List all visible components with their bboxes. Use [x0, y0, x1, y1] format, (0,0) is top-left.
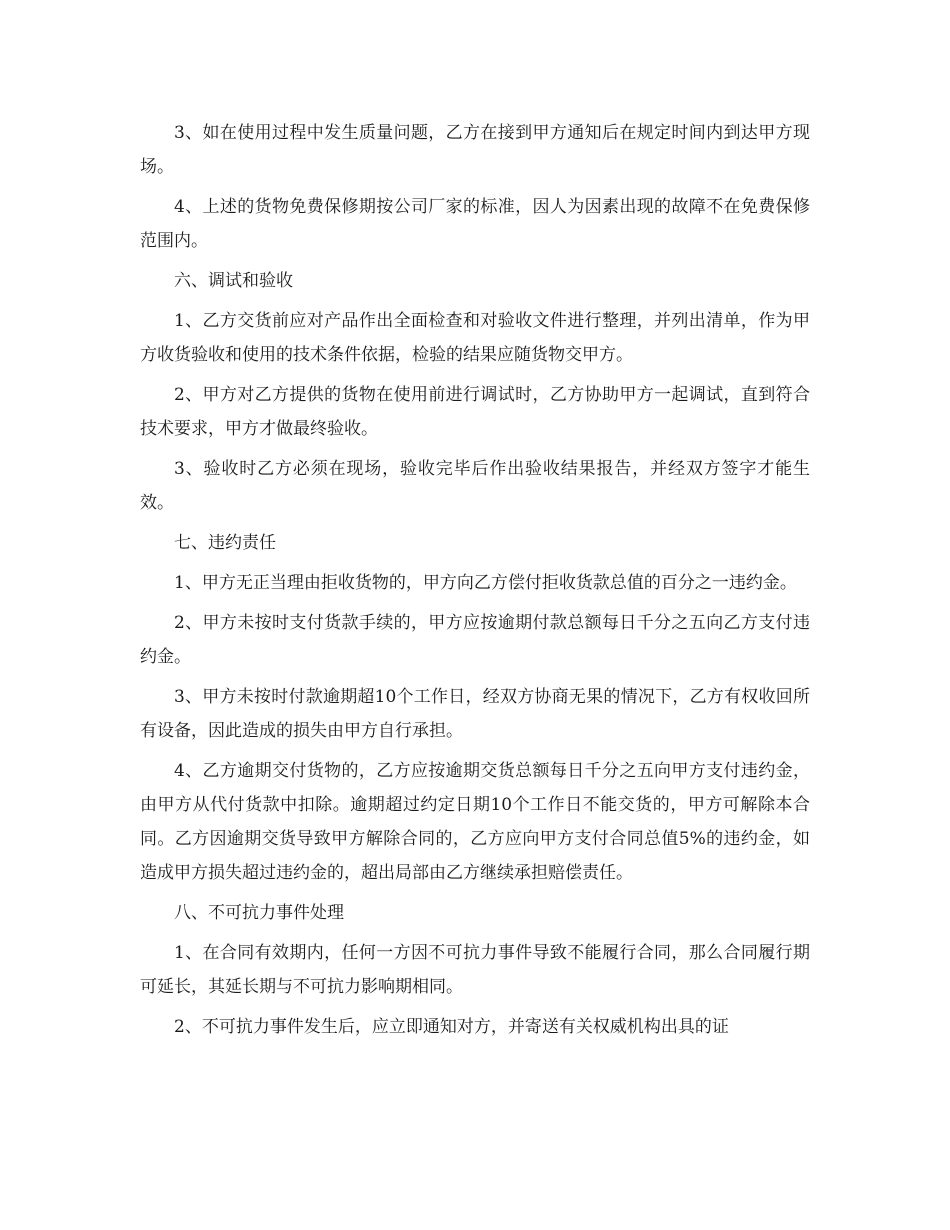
section-heading: 六、调试和验收: [174, 271, 293, 291]
clause-paragraph: 3、甲方未按时付款逾期超10个工作日，经双方协商无果的情况下，乙方有权收回所有设备，因此造成的损失由甲方自行承担。: [140, 687, 810, 741]
clause-paragraph: 2、不可抗力事件发生后，应立即通知对方，并寄送有关权威机构出具的证: [174, 1017, 729, 1037]
clause-paragraph: 4、乙方逾期交付货物的，乙方应按逾期交货总额每日千分之五向甲方支付违约金，由甲方从代付货款中扣除。逾期超过约定日期10个工作日不能交货的，甲方可解除本合同。乙方因逾期交货导致甲方解除合同的，乙方应向甲方支付合同总值5%的违约金，如造成甲方损失超过违约金的，超出局部由乙方继续承担赔偿责任。: [140, 761, 810, 883]
clause-paragraph: 2、甲方对乙方提供的货物在使用前进行调试时，乙方协助甲方一起调试，直到符合技术要求，甲方才做最终验收。: [140, 385, 810, 439]
clause-paragraph: 1、在合同有效期内，任何一方因不可抗力事件导致不能履行合同，那么合同履行期可延长，其延长期与不可抗力影响期相同。: [140, 943, 810, 997]
clause-paragraph: 1、甲方无正当理由拒收货物的，甲方向乙方偿付拒收货款总值的百分之一违约金。: [174, 573, 797, 593]
section-heading: 七、违约责任: [174, 533, 276, 553]
section-heading: 八、不可抗力事件处理: [174, 903, 344, 923]
clause-paragraph: 3、验收时乙方必须在现场，验收完毕后作出验收结果报告，并经双方签字才能生效。: [140, 459, 810, 513]
document-body: [140, 116, 810, 1050]
clause-paragraph: 2、甲方未按时支付货款手续的，甲方应按逾期付款总额每日千分之五向乙方支付违约金。: [140, 613, 810, 667]
clause-paragraph: 3、如在使用过程中发生质量问题，乙方在接到甲方通知后在规定时间内到达甲方现场。: [140, 123, 810, 177]
clause-paragraph: 4、上述的货物免费保修期按公司厂家的标准，因人为因素出现的故障不在免费保修范围内。: [140, 197, 810, 251]
clause-paragraph: 1、乙方交货前应对产品作出全面检查和对验收文件进行整理，并列出清单，作为甲方收货验收和使用的技术条件依据，检验的结果应随货物交甲方。: [140, 311, 810, 365]
